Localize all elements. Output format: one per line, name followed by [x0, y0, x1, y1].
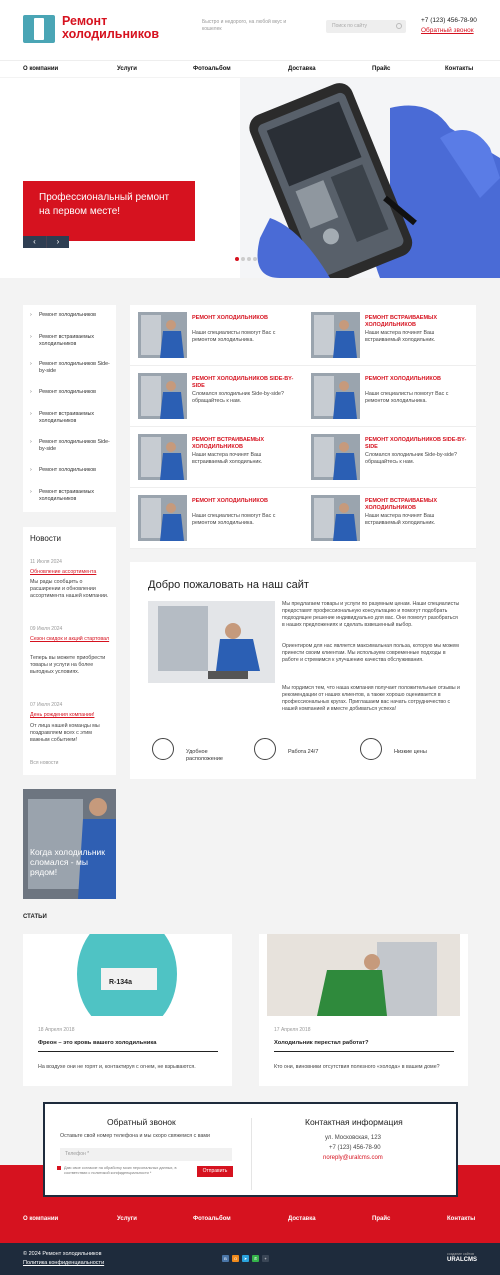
welcome-title: Добро пожаловать на наш сайт — [148, 579, 309, 591]
contact-phone[interactable]: +7 (123) 456-78-90 — [329, 1145, 381, 1151]
whatsapp-icon[interactable]: ✆ — [253, 1256, 258, 1261]
send-button[interactable]: Отправить — [197, 1166, 233, 1177]
fridge-repair-image — [267, 934, 460, 1016]
service-image — [138, 312, 187, 358]
ok-icon[interactable]: О — [233, 1256, 238, 1261]
articles-heading: СТАТЬИ — [23, 914, 47, 920]
sidebar-item-7[interactable]: › Ремонт встраиваемых холодильников — [23, 489, 116, 503]
feature-prices: Низкие цены — [394, 749, 427, 755]
search-placeholder: Поиск по сайту — [332, 23, 368, 29]
service-text: Наши мастера починят Ваш встраиваемый холодильник. — [192, 452, 263, 465]
service-title[interactable]: РЕМОНТ ХОЛОДИЛЬНИКОВ — [192, 315, 269, 321]
divider — [251, 1118, 252, 1190]
sidebar-item-6[interactable]: › Ремонт холодильников — [23, 467, 116, 474]
welcome-paragraph: Мы гордимся тем, что наша компания получает положительные отзывы и рекомендации от наших клиентов, а также хорошо оценивается в профессиональных кругах. Приглашаем вас начать сотрудничество с нашей компанией и вместе добиваться успеха! — [282, 685, 460, 712]
article-title[interactable]: Холодильник перестал работат? — [274, 1040, 454, 1052]
promo-banner[interactable] — [23, 789, 116, 899]
nav-item-delivery[interactable]: Доставка — [288, 66, 316, 72]
vk-icon[interactable]: В — [222, 1255, 229, 1262]
article-date: 18 Апреля 2018 — [38, 1027, 75, 1033]
service-text: Наши мастера починят Ваш встраиваемый холодильник. — [365, 513, 436, 526]
welcome-paragraph: Мы предлагаем товары и услуги по разумным ценам. Наши специалисты предоставят профессиональную консультацию и помогут подобрать подходящее решение индивидуально для вас. Они помогут разобраться в наших предложениях и сделать взвешенный выбор. — [282, 601, 460, 628]
service-image — [311, 312, 360, 358]
copyright: © 2024 Ремонт холодильников — [23, 1251, 102, 1257]
all-news-link[interactable]: Вся новости — [30, 760, 59, 766]
welcome-photo — [148, 601, 275, 683]
phone-field-placeholder: Телефон * — [65, 1151, 90, 1157]
chevron-left-icon[interactable]: ‹ — [33, 237, 36, 246]
news-text: От лица нашей команды мы поздравляем всех с этим важным событием! — [30, 723, 100, 743]
promo-text: Когда холодильник сломался - мы рядом! — [30, 847, 105, 877]
footer-nav-contacts[interactable]: Контакты — [447, 1216, 476, 1222]
service-image — [138, 373, 187, 419]
callback-link[interactable]: Обратный звонок — [421, 27, 474, 34]
site-slogan: Быстро и недорого, на любой вкус и кошелек — [202, 19, 287, 32]
sidebar-item-2[interactable]: › Ремонт холодильников Side-by-side — [23, 361, 116, 375]
developer-label: создание сайтов — [447, 1252, 475, 1256]
service-card[interactable] — [130, 366, 303, 427]
article-card[interactable] — [23, 934, 232, 1086]
freon-label: R-134a — [109, 979, 132, 986]
service-title[interactable]: РЕМОНТ ХОЛОДИЛЬНИКОВ SIDE-BY-SIDE — [192, 376, 294, 389]
slider-dot[interactable] — [241, 257, 245, 261]
article-card[interactable] — [259, 934, 468, 1086]
footer-nav-price[interactable]: Прайс — [372, 1216, 391, 1222]
welcome-paragraph: Ориентиром для нас является максимальная польза, которую мы можем принести своим клиентам. Мы используем современные подходы в работе и стремимся к улучшению качества обслуживания. — [282, 643, 459, 663]
news-date: 11 Июля 2024 — [30, 559, 62, 565]
site-footer — [0, 1243, 500, 1275]
nav-item-price[interactable]: Прайс — [372, 66, 391, 72]
service-title[interactable]: РЕМОНТ ВСТРАИВАЕМЫХ ХОЛОДИЛЬНИКОВ — [192, 437, 265, 450]
sidebar-item-1[interactable]: › Ремонт встраиваемых холодильников — [23, 334, 116, 348]
article-text: На воздухе они не горят и, контактируя с огнем, не взрываются. — [38, 1064, 196, 1070]
consent-text: Даю свое согласие на обработку моих персональных данных, в соответствии с политикой конфиденциальности * — [64, 1166, 177, 1175]
nav-item-contacts[interactable]: Контакты — [445, 66, 474, 72]
service-card[interactable] — [130, 427, 303, 488]
main-nav — [0, 60, 500, 77]
nav-item-about[interactable]: О компании — [23, 66, 59, 72]
service-title[interactable]: РЕМОНТ ВСТРАИВАЕМЫХ ХОЛОДИЛЬНИКОВ — [365, 498, 438, 511]
service-sidebar — [23, 305, 116, 512]
location-icon — [152, 738, 174, 760]
coins-icon — [360, 738, 382, 760]
footer-nav-services[interactable]: Услуги — [117, 1216, 137, 1222]
developer-logo[interactable]: URALCMS — [447, 1257, 477, 1263]
news-link[interactable]: День рождения компании! — [30, 712, 95, 718]
service-title[interactable]: РЕМОНТ ХОЛОДИЛЬНИКОВ — [365, 376, 442, 382]
service-text: Наши специалисты помогут Вас с ремонтом холодильника. — [192, 513, 276, 526]
search-icon[interactable] — [396, 23, 402, 29]
slider-dots — [235, 257, 259, 265]
service-image — [311, 373, 360, 419]
service-text: Наши специалисты помогут Вас с ремонтом холодильника. — [192, 330, 276, 343]
service-image — [138, 495, 187, 541]
nav-item-gallery[interactable]: Фотоальбом — [193, 66, 231, 72]
service-text: Наши специалисты помогут Вас с ремонтом холодильника. — [365, 391, 449, 404]
slider-dot[interactable] — [235, 257, 239, 261]
service-image — [311, 434, 360, 480]
news-date: 07 Июля 2024 — [30, 702, 63, 708]
chevron-right-icon[interactable]: › — [46, 236, 69, 248]
news-title: Новости — [30, 534, 61, 543]
sidebar-item-0[interactable]: › Ремонт холодильников — [23, 312, 116, 319]
footer-nav-gallery[interactable]: Фотоальбом — [193, 1216, 231, 1222]
service-card[interactable] — [130, 305, 303, 366]
contact-box — [43, 1102, 458, 1197]
service-text: Наши мастера починят Ваш встраиваемый холодильник. — [365, 330, 436, 343]
service-card[interactable] — [303, 427, 476, 488]
slider-dot[interactable] — [247, 257, 251, 261]
contact-address: ул. Московская, 123 — [325, 1135, 381, 1141]
header-phone[interactable]: +7 (123) 456-78-90 — [421, 17, 477, 24]
clock-icon — [254, 738, 276, 760]
sidebar-item-3[interactable]: › Ремонт холодильников — [23, 389, 116, 396]
telegram-icon[interactable]: ➤ — [243, 1256, 248, 1261]
search-input[interactable] — [326, 20, 406, 33]
consent-checkbox[interactable] — [57, 1166, 61, 1170]
article-text: Кто они, виновники отсутствия полезного «холода» в вашем доме? — [274, 1064, 440, 1070]
freon-cylinder-image — [31, 934, 224, 1016]
technician-photo — [23, 789, 116, 899]
news-date: 09 Июля 2024 — [30, 626, 63, 632]
nav-item-services[interactable]: Услуги — [117, 66, 137, 72]
sidebar-item-4[interactable]: › Ремонт встраиваемых холодильников — [23, 411, 116, 425]
news-link[interactable]: Обновление ассортимента — [30, 569, 97, 575]
service-text: Сломался холодильник Side-by-side? обращайтесь к нам. — [365, 452, 457, 465]
service-title[interactable]: РЕМОНТ ХОЛОДИЛЬНИКОВ — [192, 498, 269, 504]
service-image — [311, 495, 360, 541]
news-widget — [23, 527, 116, 775]
welcome-section — [130, 562, 476, 779]
footer-nav-delivery[interactable]: Доставка — [288, 1216, 316, 1222]
slider-dot[interactable] — [253, 257, 257, 261]
feature-24-7: Работа 24/7 — [288, 749, 319, 755]
news-text: Мы рады сообщить о расширении и обновлении ассортимента нашей компании. — [30, 579, 109, 599]
service-image — [138, 434, 187, 480]
service-card[interactable] — [303, 305, 476, 366]
service-card[interactable] — [303, 366, 476, 427]
service-card[interactable] — [303, 488, 476, 549]
feature-location: Удобное расположение — [186, 749, 223, 763]
article-title[interactable]: Фреон – это кровь вашего холодильника — [38, 1040, 218, 1052]
privacy-link[interactable]: Политика конфиденциальности — [23, 1260, 105, 1266]
service-text: Сломался холодильник Side-by-side? обращайтесь к нам. — [192, 391, 284, 404]
fridge-logo-icon[interactable] — [23, 15, 55, 43]
service-title[interactable]: РЕМОНТ ХОЛОДИЛЬНИКОВ SIDE-BY-SIDE — [365, 437, 467, 450]
callback-form-subtitle: Оставьте свой номер телефона и мы скоро свяжемся с вами — [60, 1133, 210, 1139]
news-text: Теперь вы можете приобрести товары и услуги на более выгодных условиях. — [30, 655, 106, 675]
contact-info-title: Контактная информация — [305, 1117, 403, 1127]
plus-icon[interactable]: + — [262, 1255, 269, 1262]
phone-field[interactable] — [60, 1148, 232, 1161]
contact-email[interactable]: noreply@uralcms.com — [323, 1155, 383, 1161]
site-logo-text[interactable]: Ремонт холодильников — [62, 14, 160, 41]
article-date: 17 Апреля 2018 — [274, 1027, 311, 1033]
footer-nav-about[interactable]: О компании — [23, 1216, 59, 1222]
callback-form-title: Обратный звонок — [107, 1117, 176, 1127]
sidebar-item-5[interactable]: › Ремонт холодильников Side-by-side — [23, 439, 116, 453]
services-grid — [130, 305, 476, 548]
service-card[interactable] — [130, 488, 303, 549]
hero-slide-title: Профессиональный ремонт на первом месте! — [23, 181, 195, 241]
hero-slider — [0, 78, 500, 278]
footer-nav — [0, 1212, 500, 1232]
news-link[interactable]: Сезон скидок и акций стартовал — [30, 636, 110, 642]
service-title[interactable]: РЕМОНТ ВСТРАИВАЕМЫХ ХОЛОДИЛЬНИКОВ — [365, 315, 438, 328]
phone-repair-image — [240, 78, 500, 278]
slider-arrows — [23, 236, 69, 248]
